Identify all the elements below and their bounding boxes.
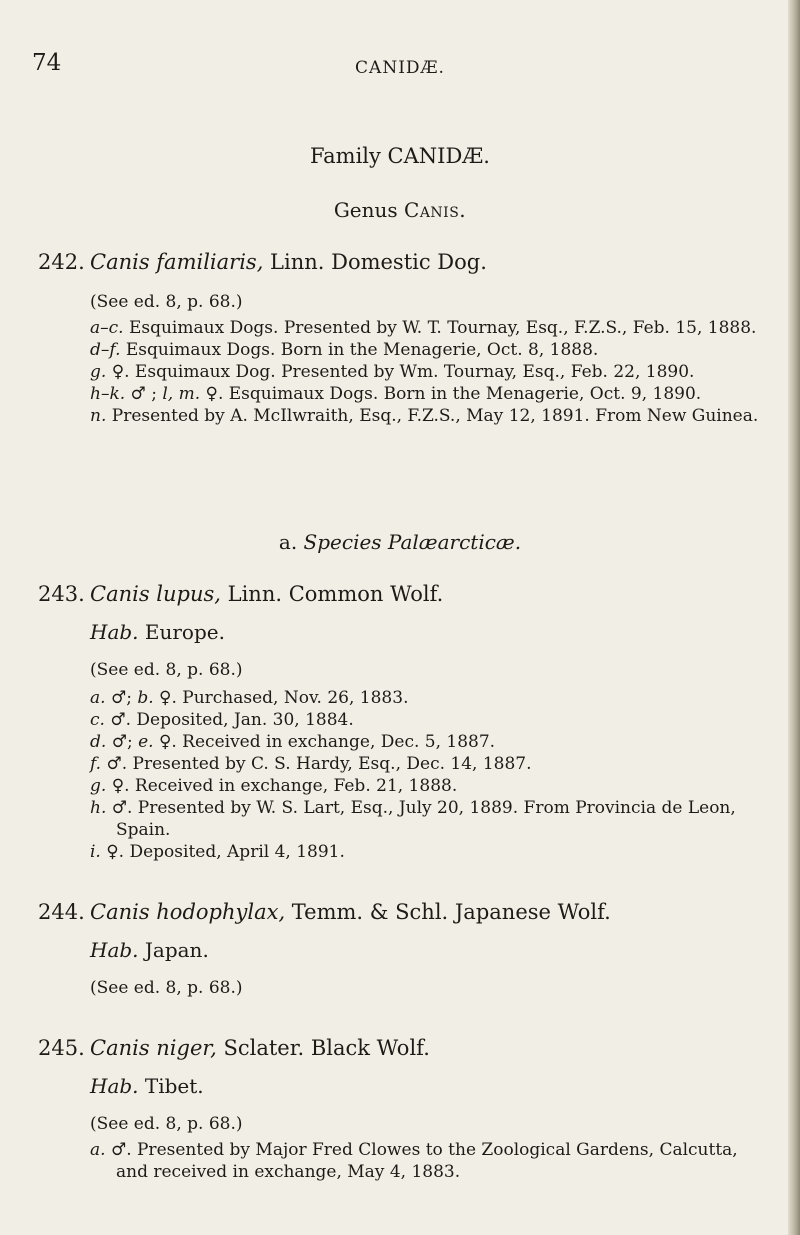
specimen-list xyxy=(90,687,770,863)
species-number: 242. xyxy=(38,250,85,274)
see-reference: (See ed. 8, p. 68.) xyxy=(90,1114,243,1134)
specimen-entry: f. ♂. Presented by C. S. Hardy, Esq., Dec. 14, 1887. xyxy=(90,754,532,774)
habitat: Hab. Europe. xyxy=(90,620,225,644)
specimen-entry: h–k. ♂ ; l, m. ♀. Esquimaux Dogs. Born in the Menagerie, Oct. 9, 1890. xyxy=(90,384,702,404)
see-reference: (See ed. 8, p. 68.) xyxy=(90,660,243,680)
species-title: Canis hodophylax, Temm. & Schl. Japanese Wolf. xyxy=(90,900,611,924)
page-number: 74 xyxy=(32,50,62,76)
genus-heading: Genus Canis. xyxy=(333,198,467,222)
specimen-entry: d–f. Esquimaux Dogs. Born in the Menagerie, Oct. 8, 1888. xyxy=(90,340,599,360)
specimen-entry: h. ♂. Presented by W. S. Lart, Esq., July 20, 1889. From Provincia de Leon, Spain. xyxy=(90,798,736,840)
specimen-entry: g. ♀. Esquimaux Dog. Presented by Wm. Tournay, Esq., Feb. 22, 1890. xyxy=(90,362,695,382)
see-reference: (See ed. 8, p. 68.) xyxy=(90,292,243,312)
specimen-entry: a. ♂. Presented by Major Fred Clowes to the Zoological Gardens, Calcutta, and received in exchange, May 4, 1883. xyxy=(90,1140,738,1182)
species-number: 243. xyxy=(38,582,85,606)
specimen-entry: c. ♂. Deposited, Jan. 30, 1884. xyxy=(90,710,354,730)
subsection-heading: a. Species Palæarcticæ. xyxy=(278,530,522,554)
species-number: 245. xyxy=(38,1036,85,1060)
specimen-list xyxy=(90,1139,770,1183)
specimen-entry: n. Presented by A. McIlwraith, Esq., F.Z.S., May 12, 1891. From New Guinea. xyxy=(90,406,759,426)
species-number: 244. xyxy=(38,900,85,924)
specimen-entry: d. ♂; e. ♀. Received in exchange, Dec. 5, 1887. xyxy=(90,732,496,752)
habitat: Hab. Tibet. xyxy=(90,1074,204,1098)
species-title: Canis familiaris, Linn. Domestic Dog. xyxy=(90,250,487,274)
specimen-list xyxy=(90,317,770,427)
family-heading: Family CANIDÆ. xyxy=(310,144,490,168)
species-title: Canis niger, Sclater. Black Wolf. xyxy=(90,1036,430,1060)
see-reference: (See ed. 8, p. 68.) xyxy=(90,978,243,998)
specimen-entry: i. ♀. Deposited, April 4, 1891. xyxy=(90,842,345,862)
page-edge xyxy=(788,0,800,1235)
species-title: Canis lupus, Linn. Common Wolf. xyxy=(90,582,444,606)
habitat: Hab. Japan. xyxy=(90,938,209,962)
specimen-entry: a. ♂; b. ♀. Purchased, Nov. 26, 1883. xyxy=(90,688,409,708)
specimen-entry: g. ♀. Received in exchange, Feb. 21, 1888. xyxy=(90,776,458,796)
specimen-entry: a–c. Esquimaux Dogs. Presented by W. T. Tournay, Esq., F.Z.S., Feb. 15, 1888. xyxy=(90,318,757,338)
running-head: CANIDÆ. xyxy=(355,58,445,78)
